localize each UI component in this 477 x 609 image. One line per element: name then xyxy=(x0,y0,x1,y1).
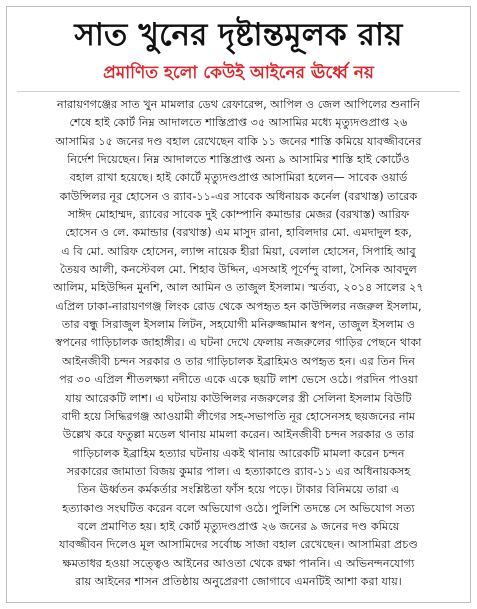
article-body-line: হোসেন ও লে. কমান্ডার (বরখাস্ত) এম মাসুদ রানা, হাবিলদার মো. এমদাদুল হক, xyxy=(65,226,412,240)
divider xyxy=(17,91,460,92)
article-body-line: যাবজ্জীবন দিলেও মূল আসামিদের সর্বোচ্চ সাজা বহাল রেখেছেন। আসামিরা প্রচণ্ড xyxy=(59,538,418,552)
article-body-line: রায় আইনের শাসন প্রতিষ্ঠায় অনুপ্রেরণা জোগাবে এমনটিই আশা করা যায়। xyxy=(75,574,402,588)
article-body-line: বহাল রাখা হয়েছে। হাই কোর্টে মৃত্যুদণ্ডপ্রাপ্ত আসামিরা হলেন— সাবেক ওয়ার্ড xyxy=(69,171,408,185)
article-body-line: তৈয়ব আলী, কনস্টেবল মো. শিহাব উদ্দিন, এসআই পূর্ণেন্দু বালা, সৈনিক আবদুল xyxy=(60,263,417,277)
article-body-line: সরকারের জামাতা বিজয় কুমার পাল। এ হত্যাকাণ্ডে র‍্যাব-১১ এর অধিনায়কসহ xyxy=(66,464,411,478)
article-body-line: গাড়িচালক ইব্রাহিম হত্যার ঘটনায় একই থানায় আরেকটি মামলা করেন চন্দন xyxy=(72,446,405,460)
article-body-line: ক্ষমতাধর হওয়া সত্ত্বেও আইনের আওতা থেকে রক্ষা পাননি। এ অভিনন্দনযোগ্য xyxy=(62,556,415,570)
article-body xyxy=(15,96,462,591)
article-body-line: উল্লেখ করে ফতুল্লা মডেল থানায় মামলা করেন। আইনজীবী চন্দন সরকার ও তার xyxy=(62,428,415,442)
article-body-line: শেষে হাই কোর্ট নিম্ন আদালতে শাস্তিপ্রাপ্ত ৩৫ আসামির মধ্যে মৃত্যুদণ্ডপ্রাপ্ত ২৬ xyxy=(69,116,408,130)
article-body-line: নারায়ণগঞ্জের সাত খুন মামলার ডেথ রেফারেন্স, আপিল ও জেল আপিলের শুনানি xyxy=(57,98,420,111)
article-body-line: আলিম, মহিউদ্দিন মুনশি, আল আমিন ও তাজুল ইসলাম। স্মর্তব্য, ২০১৪ সালের ২৭ xyxy=(53,281,424,295)
editorial-article xyxy=(6,6,471,603)
article-body-line: আসামির ১৫ জনের দণ্ড বহাল রেখেছেন বাকি ১১ জনের শাস্তি কমিয়ে যাবজ্জীবনের xyxy=(55,134,422,148)
article-body-line: যায় আরেকটি লাশ। এ ঘটনায় কাউন্সিলর নজরুলের স্ত্রী সেলিনা ইসলাম বিউটি xyxy=(65,391,412,405)
article-headline: সাত খুনের দৃষ্টান্তমূলক রায় xyxy=(74,17,403,53)
article-body-line: বাদী হয়ে সিদ্ধিরগঞ্জ আওয়ামী লীগের সহ-সভাপতি নূর হোসেনসহ ছয়জনের নাম xyxy=(61,409,416,423)
article-body-line: পর ৩০ এপ্রিল শীতলক্ষ্যা নদীতে একে একে ছয়টি লাশ ভেসে ওঠে। পরদিন পাওয়া xyxy=(59,373,418,387)
article-body-line: হত্যাকাণ্ড সংঘটিত করেন বলে অভিযোগ ওঠে। পুলিশি তদন্তে সে অভিযোগ সত্য xyxy=(62,501,415,515)
article-body-line: এ বি মো. আরিফ হোসেন, ল্যান্স নায়েক হীরা মিয়া, বেলাল হোসেন, সিপাহি আবু xyxy=(61,244,416,258)
article-body-line: বলে প্রমাণিত হয়। হাই কোর্ট মৃত্যুদণ্ডপ্রাপ্ত ২৬ জনের ৯ জনের দণ্ড কমিয়ে xyxy=(77,519,400,533)
article-body-line: তার বন্ধু সিরাজুল ইসলাম লিটন, সহযোগী মনিরুজ্জামান স্বপন, তাজুল ইসলাম ও xyxy=(61,318,416,332)
article-body-line: আইনজীবী চন্দন সরকার ও তার গাড়িচালক ইব্রাহিমও অপহৃত হন। এর তিন দিন xyxy=(62,354,415,368)
article-body-line: স্বপনের গাড়িচালক জাহাঙ্গীর। এ ঘটনা দেখে ফেলায় নজরুলের গাড়ির পেছনে থাকা xyxy=(55,336,422,350)
article-body-line: তিন ঊর্ধ্বতন কর্মকর্তার সংশ্লিষ্টতা ফাঁস হয়ে পড়ে। টাকার বিনিময়ে তারা এ xyxy=(77,483,400,497)
article-body-line: সাঈদ মোহাম্মদ, র‍্যাবের সাবেক দুই কোম্পানি কমান্ডার মেজর (বরখাস্ত) আরিফ xyxy=(67,208,410,222)
article-body-line: নির্দেশ দিয়েছেন। নিম্ন আদালতে শাস্তিপ্রাপ্ত অন্য ৯ আসামির শাস্তি হাই কোর্টেও xyxy=(67,153,410,167)
article-subheadline: প্রমাণিত হলো কেউই আইনের ঊর্ধ্বে নয় xyxy=(103,63,374,83)
article-body-line: কাউন্সিলর নূর হোসেন ও র‍্যাব-১১-এর সাবেক অধিনায়ক কর্নেল (বরখাস্ত) তারেক xyxy=(59,189,418,203)
article-body-line: এপ্রিল ঢাকা-নারায়ণগঞ্জ লিংক রোড থেকে অপহৃত হন কাউন্সিলর নজরুল ইসলাম, xyxy=(55,299,422,313)
